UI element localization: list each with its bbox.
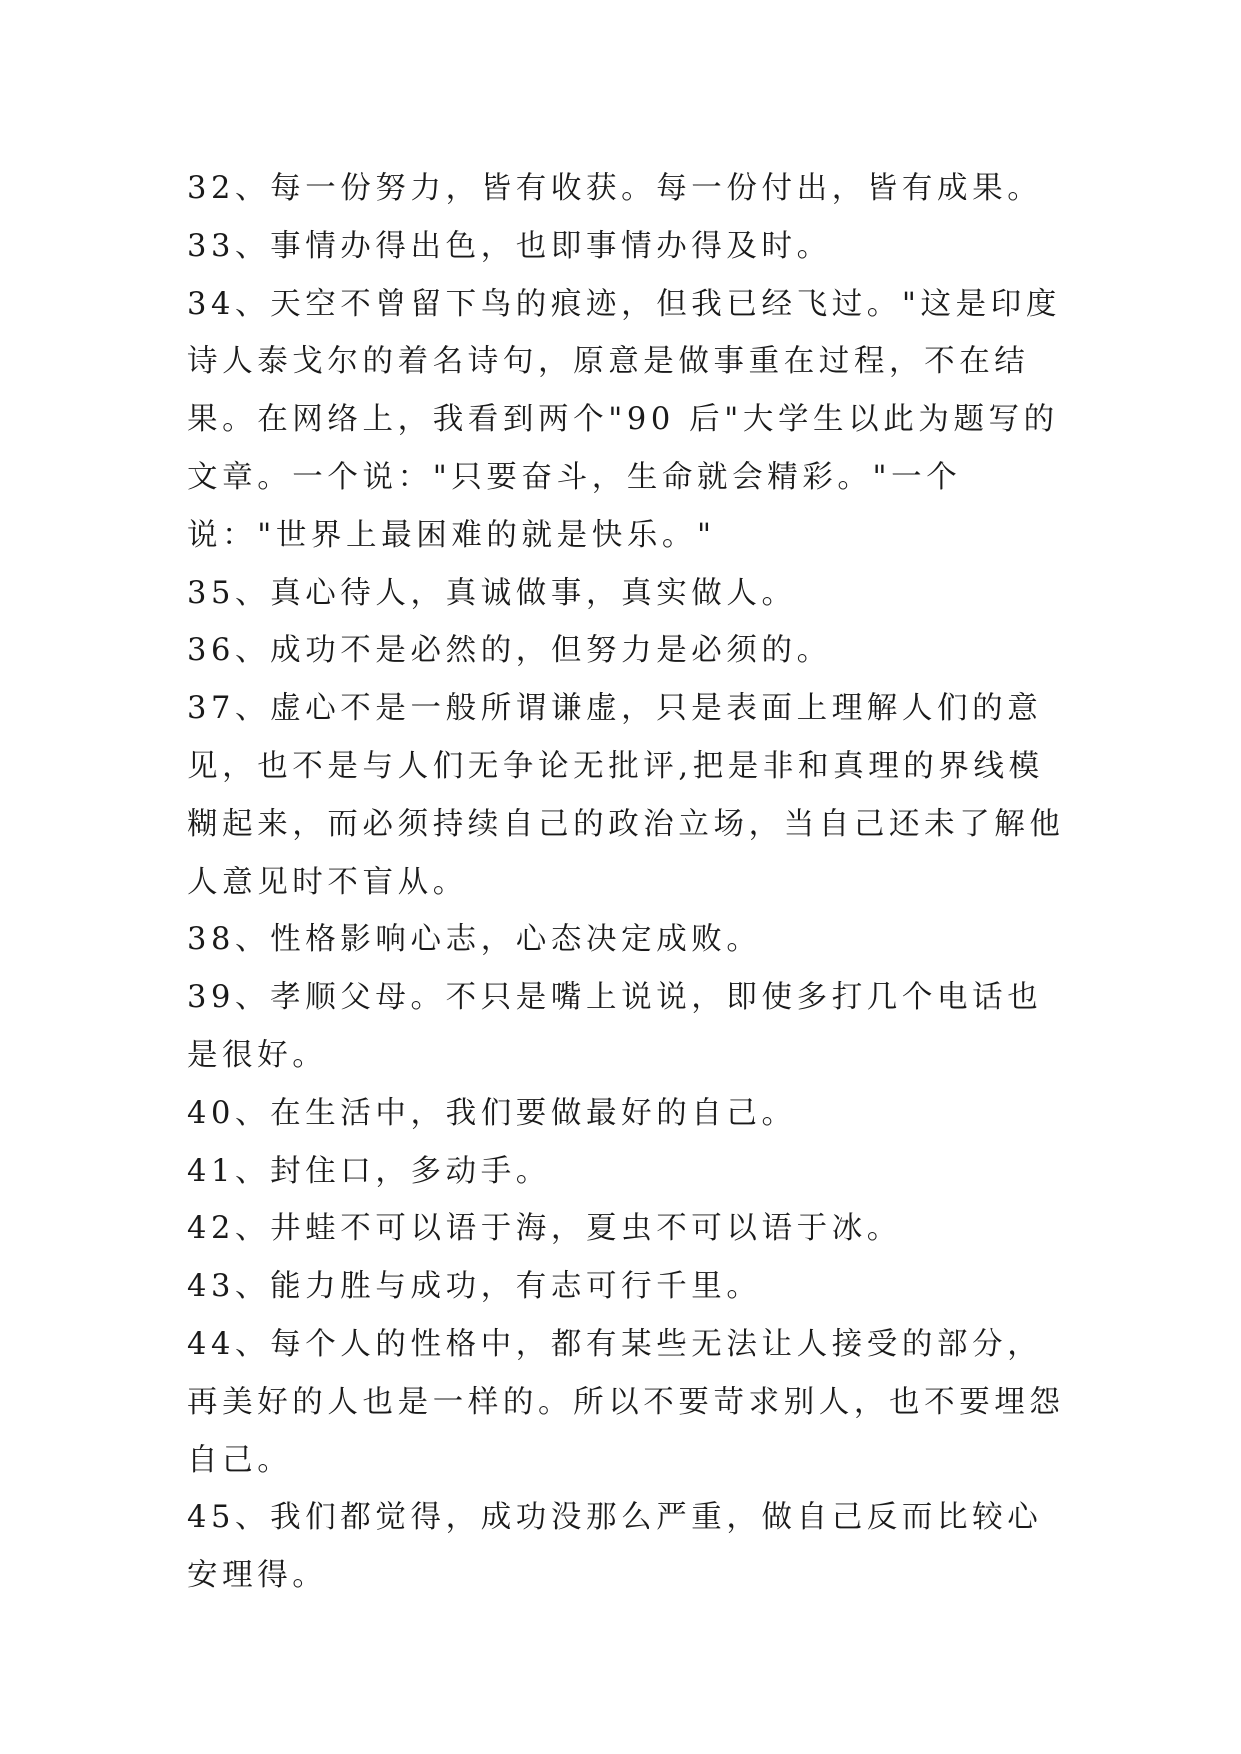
document-body bbox=[187, 160, 1067, 1605]
paragraph-42: 42、井蛙不可以语于海，夏虫不可以语于冰。 bbox=[187, 1211, 902, 1247]
paragraph-37: 37、虚心不是一般所谓谦虚，只是表面上理解人们的意见，也不是与人们无争论无批评,把是非和真理的界线模糊起来，而必须持续自己的政治立场，当自己还未了解他人意见时不盲从。 bbox=[187, 691, 1065, 900]
paragraph-44: 44、每个人的性格中，都有某些无法让人接受的部分，再美好的人也是一样的。所以不要苛求别人，也不要埋怨自己。 bbox=[187, 1326, 1065, 1478]
paragraph-32: 32、每一份努力，皆有收获。每一份付出，皆有成果。 bbox=[187, 171, 1043, 206]
paragraph-39: 39、孝顺父母。不只是嘴上说说，即使多打几个电话也是很好。 bbox=[187, 980, 1043, 1073]
paragraph-40: 40、在生活中，我们要做最好的自己。 bbox=[187, 1095, 797, 1131]
paragraph-33: 33、事情办得出色，也即事情办得及时。 bbox=[187, 228, 832, 264]
paragraph-41: 41、封住口，多动手。 bbox=[187, 1153, 551, 1189]
paragraph-36: 36、成功不是必然的，但努力是必须的。 bbox=[187, 633, 832, 669]
paragraph-35: 35、真心待人，真诚做事，真实做人。 bbox=[187, 575, 797, 611]
paragraph-34: 34、天空不曾留下鸟的痕迹，但我已经飞过。"这是印度诗人泰戈尔的着名诗句，原意是做事重在过程，不在结果。在网络上，我看到两个"90 后"大学生以此为题写的文章。一个说："只要奋斗，生命就会精彩。"一个说："世界上最困难的就是快乐。" bbox=[187, 286, 1061, 553]
paragraph-43: 43、能力胜与成功，有志可行千里。 bbox=[187, 1269, 762, 1305]
paragraph-38: 38、性格影响心志，心态决定成败。 bbox=[187, 922, 762, 958]
paragraph-45: 45、我们都觉得，成功没那么严重，做自己反而比较心安理得。 bbox=[187, 1500, 1043, 1594]
